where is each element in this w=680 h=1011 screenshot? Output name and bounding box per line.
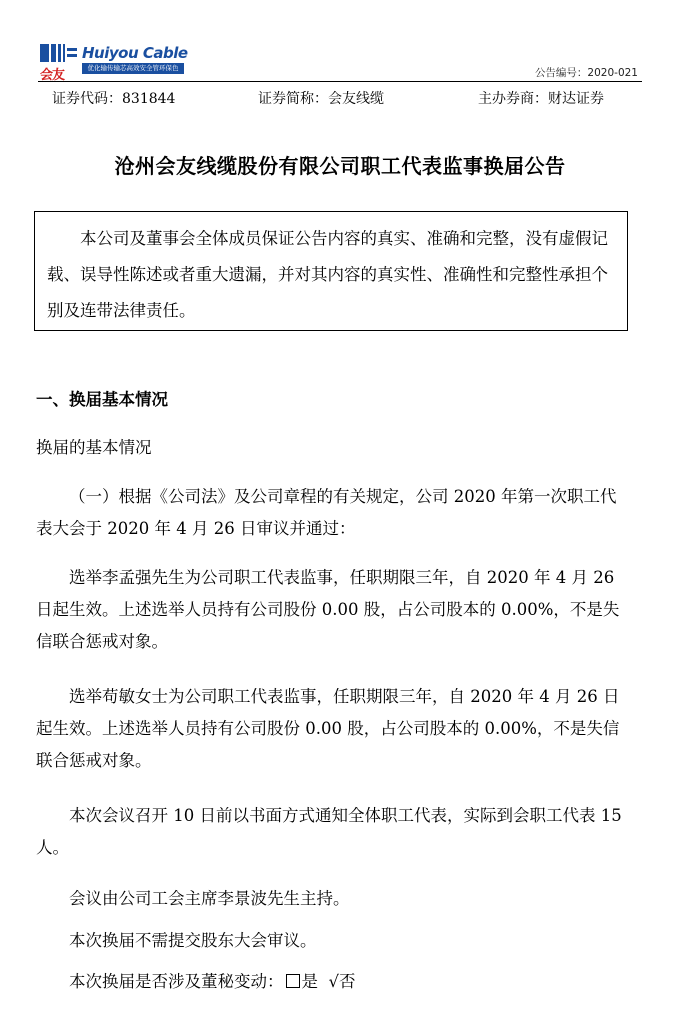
paragraph-shareholder-approval xyxy=(36,925,632,957)
paragraph-supervisor-1 xyxy=(36,562,632,658)
sponsor-broker: 主办券商：财达证券 xyxy=(478,91,604,107)
disclaimer-box xyxy=(34,211,628,331)
paragraph-text: 本次换届不需提交股东大会审议。 xyxy=(69,931,317,950)
brand-english-name: Huiyou Cable xyxy=(82,44,188,62)
secretary-change-question: 本次换届是否涉及董秘变动： xyxy=(69,972,284,991)
option-no-label: 否 xyxy=(339,972,356,991)
option-yes-label: 是 xyxy=(301,972,318,991)
subheading-text: 换届的基本情况 xyxy=(36,438,152,457)
announcement-number: 公告编号：2020-021 xyxy=(534,67,638,79)
paragraph-chair xyxy=(36,883,632,915)
paragraph-text: （一）根据《公司法》及公司章程的有关规定，公司 2020 年第一次职工代表大会于 2020 年 4 月 26 日审议并通过： xyxy=(36,487,617,538)
checkbox-yes[interactable] xyxy=(286,974,300,988)
brand-chinese-name: 会友 xyxy=(40,68,65,83)
paragraph-resolution xyxy=(36,481,632,545)
disclaimer-text: 本公司及董事会全体成员保证公告内容的真实、准确和完整，没有虚假记载、误导性陈述或者重大遗漏，并对其内容的真实性、准确性和完整性承担个别及连带法律责任。 xyxy=(47,229,608,320)
section-subheading xyxy=(36,432,632,464)
paragraph-secretary-change xyxy=(36,966,632,998)
paragraph-supervisor-2 xyxy=(36,681,632,777)
paragraph-text: 选举李孟强先生为公司职工代表监事，任职期限三年，自 2020 年 4 月 26 日起生效。上述选举人员持有公司股份 0.00 股，占公司股本的 0.00%，不是失信联合惩戒对象。 xyxy=(36,568,620,651)
security-code: 证券代码：831844 xyxy=(52,91,176,107)
section-heading: 一、换届基本情况 xyxy=(36,390,168,409)
secretary-change-line xyxy=(36,966,632,998)
brand-tagline: 优化输传输芯高效安全管环保色 xyxy=(82,63,184,74)
paragraph-text: 选举苟敏女士为公司职工代表监事，任职期限三年，自 2020 年 4 月 26 日起生效。上述选举人员持有公司股份 0.00 股，占公司股本的 0.00%，不是失信联合惩戒对象。 xyxy=(36,687,620,770)
page-title: 沧州会友线缆股份有限公司职工代表监事换届公告 xyxy=(114,154,566,178)
paragraph-text: 本次会议召开 10 日前以书面方式通知全体职工代表，实际到会职工代表 15 人。 xyxy=(36,806,622,857)
paragraph-text: 会议由公司工会主席李景波先生主持。 xyxy=(69,889,350,908)
check-mark-icon: √ xyxy=(328,972,340,991)
security-abbreviation: 证券简称：会友线缆 xyxy=(258,91,384,107)
company-logo xyxy=(38,42,188,82)
header-divider xyxy=(38,81,642,82)
paragraph-meeting-notice xyxy=(36,800,632,864)
